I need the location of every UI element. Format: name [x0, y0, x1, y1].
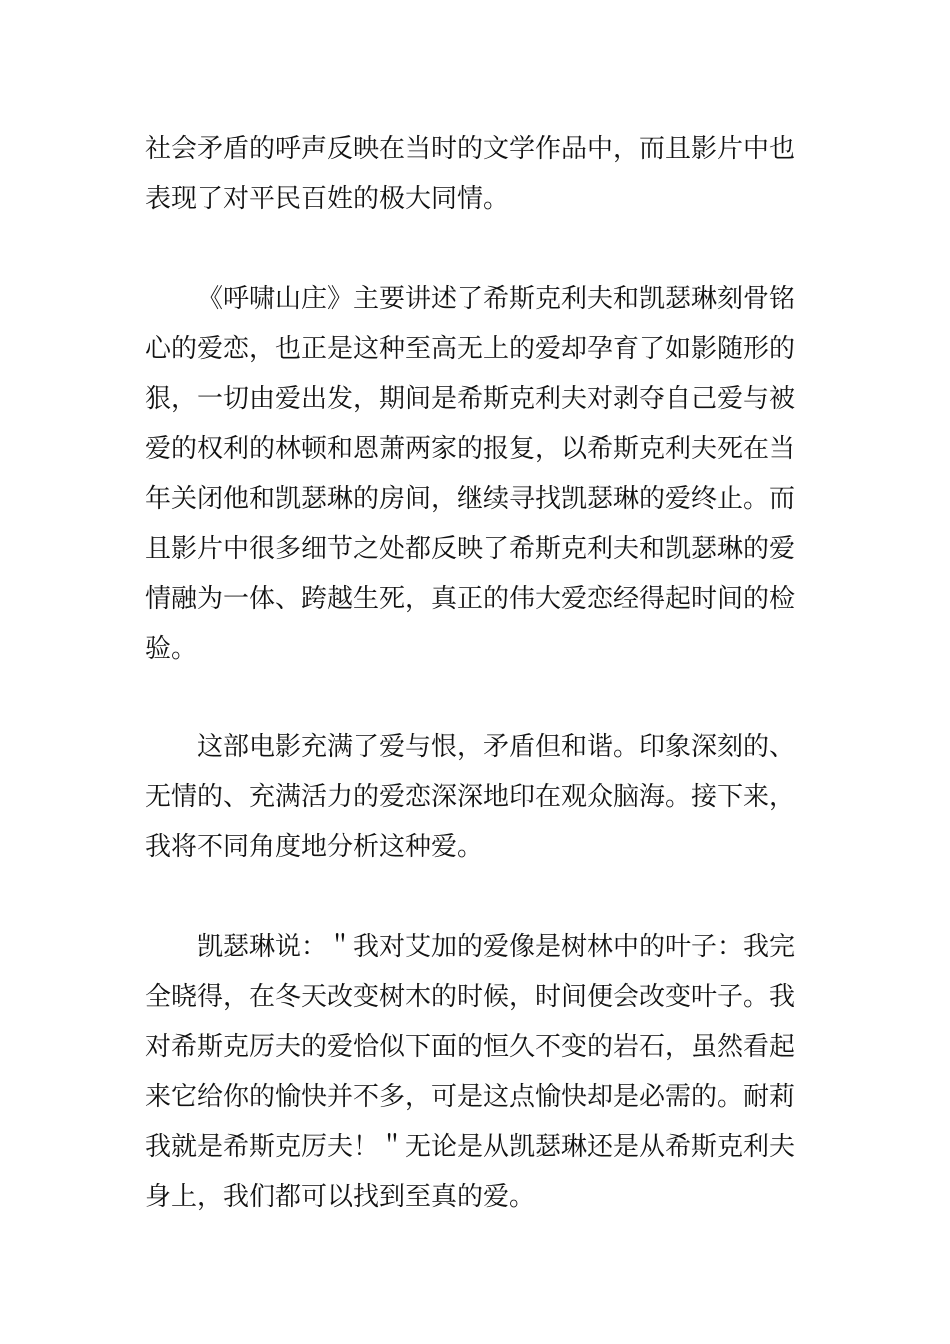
paragraph-line: 《呼啸山庄》主要讲述了希斯克利夫和凯瑟琳刻骨铭 [197, 284, 796, 314]
paragraph-line: 年关闭他和凯瑟琳的房间，继续寻找凯瑟琳的爱终止。而 [145, 484, 796, 514]
paragraph-line: 身上，我们都可以找到至真的爱。 [145, 1182, 536, 1212]
paragraph-line: 心的爱恋，也正是这种至高无上的爱却孕育了如影随形的 [145, 334, 796, 364]
paragraph-line: 且影片中很多细节之处都反映了希斯克利夫和凯瑟琳的爱 [145, 534, 796, 564]
paragraph-2 [145, 274, 810, 674]
paragraph-line: 爱的权利的林顿和恩萧两家的报复，以希斯克利夫死在当 [145, 434, 796, 464]
paragraph-line: 全晓得，在冬天改变树木的时候，时间便会改变叶子。我 [145, 982, 796, 1012]
paragraph-line: 社会矛盾的呼声反映在当时的文学作品中，而且影片中也 [145, 134, 796, 164]
paragraph-line: 情融为一体、跨越生死，真正的伟大爱恋经得起时间的检 [145, 584, 796, 614]
paragraph-line: 狠，一切由爱出发，期间是希斯克利夫对剥夺自己爱与被 [145, 384, 796, 414]
paragraph-line: 凯瑟琳说：＂我对艾加的爱像是树林中的叶子：我完 [197, 932, 796, 962]
paragraph-line: 我将不同角度地分析这种爱。 [145, 832, 484, 862]
paragraph-line: 验。 [145, 634, 198, 664]
paragraph-3 [145, 722, 810, 872]
paragraph-line: 我就是希斯克厉夫！＂无论是从凯瑟琳还是从希斯克利夫 [145, 1132, 796, 1162]
paragraph-line: 对希斯克厉夫的爱恰似下面的恒久不变的岩石，虽然看起 [145, 1032, 796, 1062]
paragraph-line: 无情的、充满活力的爱恋深深地印在观众脑海。接下来， [145, 782, 796, 812]
paragraph-4 [145, 922, 810, 1222]
paragraph-line: 来它给你的愉快并不多，可是这点愉快却是必需的。耐莉 [145, 1082, 796, 1112]
paragraph-1 [145, 124, 810, 224]
paragraph-line: 这部电影充满了爱与恨，矛盾但和谐。印象深刻的、 [197, 732, 796, 762]
paragraph-line: 表现了对平民百姓的极大同情。 [145, 184, 510, 214]
